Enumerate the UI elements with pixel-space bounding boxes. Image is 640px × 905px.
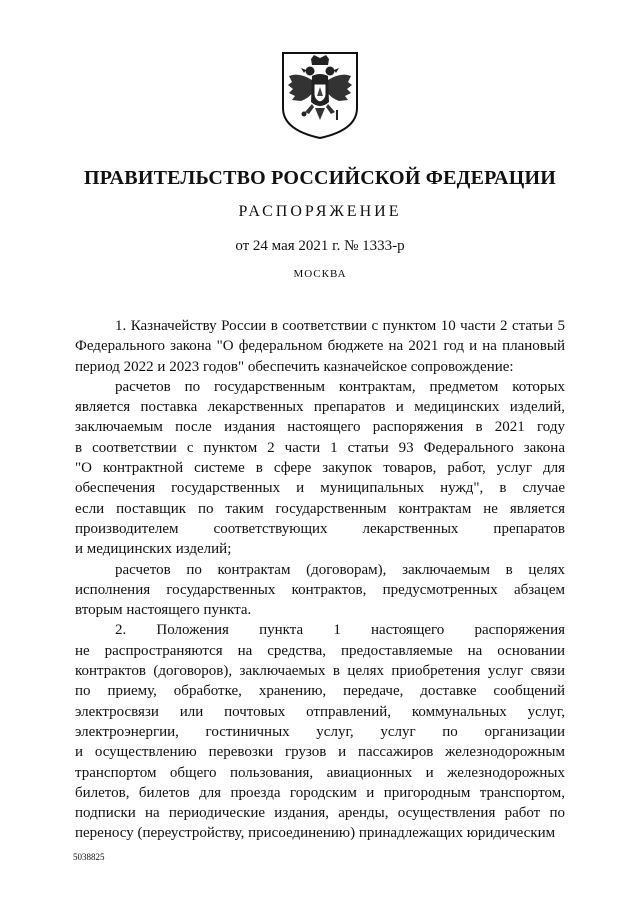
government-title: ПРАВИТЕЛЬСТВО РОССИЙСКОЙ ФЕДЕРАЦИИ [84, 167, 556, 189]
document-date-number: от 24 мая 2021 г. № 1333-р [235, 238, 405, 254]
body-line: 1. Казначейству России в соответствии с пунктом 10 части 2 статьи 5 [115, 318, 565, 334]
body-line: исполнения государственных контрактов, предусмотренных абзацем [75, 581, 565, 598]
body-line: подписки на периодические издания, аренды, осуществления работ по [75, 805, 565, 822]
body-line: заключаемым после издания настоящего распоряжения в 2021 году [75, 419, 565, 436]
body-line: вторым настоящего пункта. [75, 602, 252, 619]
body-line: является поставка лекарственных препаратов и медицинских изделий, [75, 399, 565, 416]
body-line: если поставщик по таким государственным контрактам не является [75, 500, 565, 517]
document-body [75, 316, 565, 844]
body-line: расчетов по контрактам (договорам), заключаемым в целях [115, 561, 565, 578]
body-line: и медицинских изделий; [75, 541, 232, 558]
body-line: расчетов по государственным контрактам, предметом которых [115, 378, 565, 395]
russian-coat-of-arms-icon [279, 50, 361, 140]
body-line: контрактов (договоров), заключаемых в целях приобретения услуг связи [75, 663, 565, 680]
body-line: не распространяются на средства, предоставляемые на основании [75, 642, 565, 659]
body-line: по приему, обработке, хранению, передаче, доставке сообщений [75, 683, 565, 700]
body-line: в соответствии с пунктом 2 части 1 статьи 93 Федерального закона [75, 439, 565, 456]
body-line: Федерального закона "О федеральном бюджете на 2021 год и на плановый [75, 338, 565, 355]
body-line: транспортом общего пользования, авиационных и железнодорожных [75, 764, 565, 781]
body-line: билетов, билетов для проезда городским и пригородным транспортом, [75, 784, 565, 801]
body-line: переносу (переустройству, присоединению) принадлежащих юридическим [75, 825, 556, 842]
document-city: МОСКВА [293, 268, 347, 280]
body-line: электроэнергии, гостиничных услуг, услуг по организации [75, 723, 565, 740]
body-line: обеспечения государственных и муниципальных нужд", в случае [75, 480, 565, 497]
body-line: 2. Положения пункта 1 настоящего распоряжения [115, 622, 565, 639]
document-code: 5038825 [73, 852, 105, 862]
body-line: и осуществлению перевозки грузов и пассажиров железнодорожным [75, 744, 565, 761]
body-line: производителем соответствующих лекарственных препаратов [75, 520, 565, 537]
body-line: "О контрактной системе в сфере закупок товаров, работ, услуг для [75, 460, 565, 477]
body-line: период 2022 и 2023 годов" обеспечить казначейское сопровождение: [75, 358, 514, 375]
document-type: РАСПОРЯЖЕНИЕ [238, 203, 402, 220]
body-line: электросвязи или почтовых отправлений, коммунальных услуг, [75, 703, 565, 720]
